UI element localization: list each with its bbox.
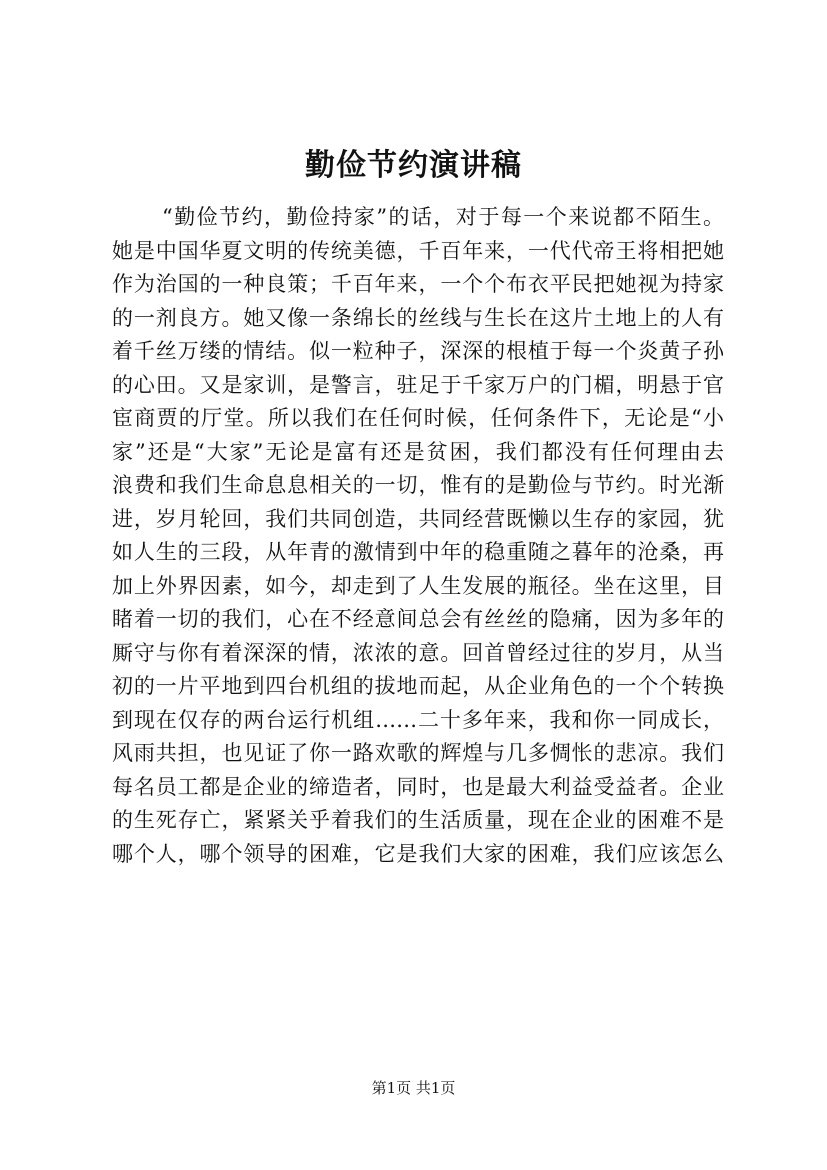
body-line: 哪个人，哪个领导的困难，它是我们大家的困难，我们应该怎么 — [112, 841, 724, 866]
body-line: 加上外界因素，如今，却走到了人生发展的瓶径。坐在这里，目 — [112, 573, 724, 598]
body-line: 每名员工都是企业的缔造者，同时，也是最大利益受益者。企业 — [112, 774, 724, 799]
body-line: 风雨共担，也见证了你一路欢歌的辉煌与几多惆怅的悲凉。我们 — [112, 741, 724, 765]
body-line: 初的一片平地到四台机组的拔地而起，从企业角色的一个个转换 — [112, 674, 724, 698]
body-line: 的一剂良方。她又像一条绵长的丝线与生长在这片土地上的人有 — [112, 305, 724, 330]
body-line: 作为治国的一种良策；千百年来，一个个布衣平民把她视为持家 — [112, 272, 724, 296]
body-line: 浪费和我们生命息息相关的一切，惟有的是勤俭与节约。时光渐 — [112, 473, 724, 497]
body-line: 进，岁月轮回，我们共同创造，共同经营既懒以生存的家园，犹 — [112, 506, 724, 531]
body-line: 她是中国华夏文明的传统美德，千百年来，一代代帝王将相把她 — [112, 238, 724, 263]
body-line: 着千丝万缕的情结。似一粒种子，深深的根植于每一个炎黄子孙 — [112, 339, 724, 363]
body-line: 的心田。又是家训，是警言，驻足于千家万户的门楣，明悬于官 — [112, 372, 724, 397]
body-line: “勤俭节约，勤俭持家”的话，对于每一个来说都不陌生。 — [162, 205, 724, 229]
page-footer: 第1页 共1页 — [371, 1079, 456, 1097]
body-line: 的生死存亡，紧紧关乎着我们的生活质量，现在企业的困难不是 — [112, 808, 724, 832]
body-line: 睹着一切的我们，心在不经意间总会有丝丝的隐痛，因为多年的 — [112, 607, 724, 631]
body-line: 家”还是“大家”无论是富有还是贫困，我们都没有任何理由去 — [112, 439, 724, 464]
document-body — [112, 201, 724, 871]
body-line: 如人生的三段，从年青的激情到中年的稳重随之暮年的沧桑，再 — [112, 540, 724, 564]
body-line: 到现在仅存的两台运行机组……二十多年来，我和你一同成长， — [112, 707, 724, 732]
body-line: 厮守与你有着深深的情，浓浓的意。回首曾经过往的岁月，从当 — [112, 640, 724, 665]
body-line: 宦商贾的厅堂。所以我们在任何时候，任何条件下，无论是“小 — [112, 406, 724, 430]
document-title: 勤俭节约演讲稿 — [305, 148, 522, 183]
